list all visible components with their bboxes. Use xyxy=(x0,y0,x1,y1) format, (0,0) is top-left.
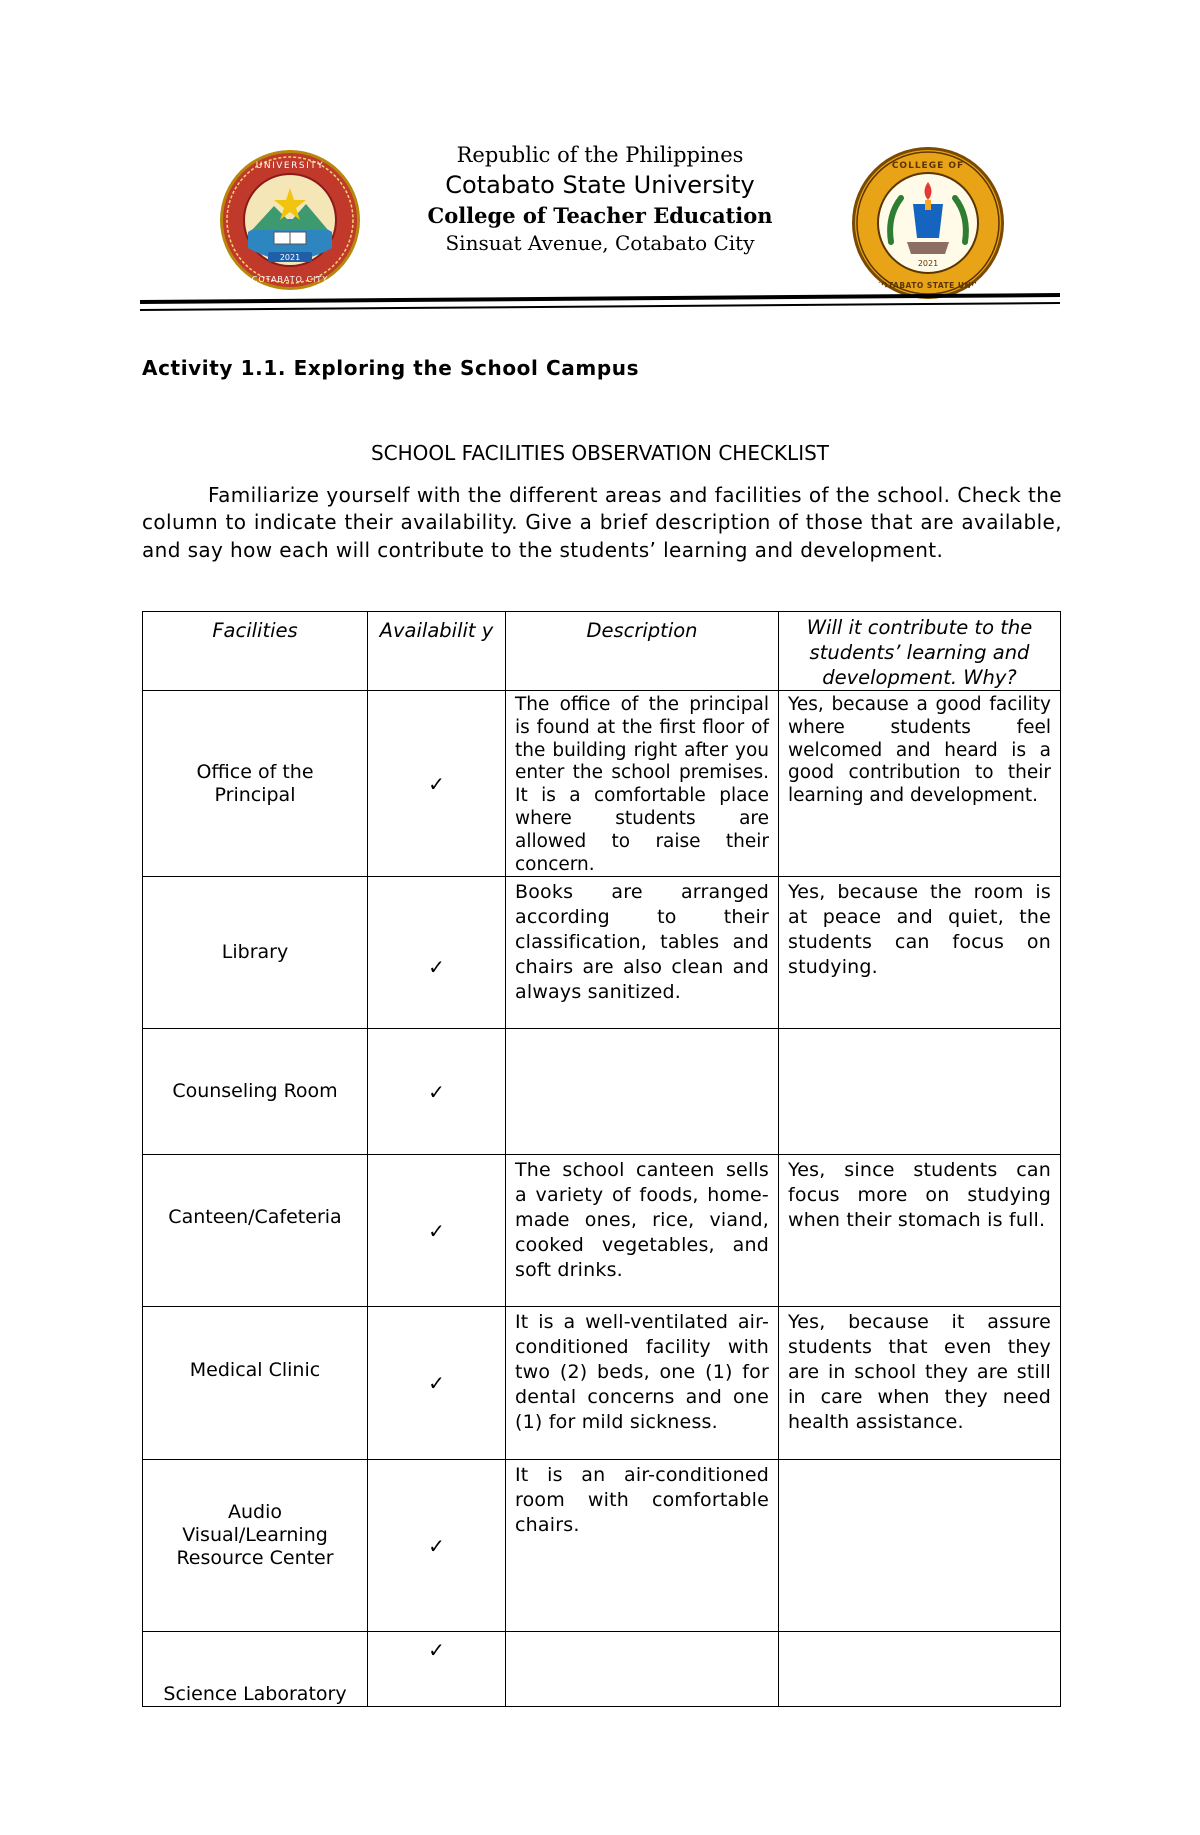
facility-description xyxy=(506,1029,779,1155)
availability-check xyxy=(368,1632,506,1707)
facility-name: Office of the Principal xyxy=(143,691,368,877)
svg-text:COLLEGE OF: COLLEGE OF xyxy=(891,161,965,171)
facilities-checklist-table xyxy=(142,611,1061,1707)
header-contribution: Will it contribute to the students’ learning and development. Why? xyxy=(779,612,1061,691)
facility-name: Medical Clinic xyxy=(143,1307,368,1460)
facility-description: The school canteen sells a variety of foods, home-made ones, rice, viand, cooked vegetables, and soft drinks. xyxy=(506,1155,779,1307)
table-row xyxy=(143,1460,1061,1632)
checkmark-icon: ✓ xyxy=(428,1079,445,1104)
facility-description: It is an air-conditioned room with comfortable chairs. xyxy=(506,1460,779,1632)
facility-description: Books are arranged according to their classification, tables and chairs are also clean and always sanitized. xyxy=(506,877,779,1029)
availability-check xyxy=(368,1155,506,1307)
facility-description xyxy=(506,1632,779,1707)
facility-contribution: Yes, since students can focus more on studying when their stomach is full. xyxy=(779,1155,1061,1307)
table-header-row xyxy=(143,612,1061,691)
header-college-name: College of Teacher Education xyxy=(427,203,773,228)
instructions-paragraph: Familiarize yourself with the different areas and facilities of the school. Check the column to indicate their availability. Give a brief description of those that are available, and say how each will contribute to the students’ learning and development. xyxy=(142,483,1062,562)
facility-description: It is a well-ventilated air-conditioned facility with two (2) beds, one (1) for dental concerns and one (1) for mild sickness. xyxy=(506,1307,779,1460)
svg-text:COTABATO CITY: COTABATO CITY xyxy=(251,275,329,284)
table-row xyxy=(143,1155,1061,1307)
facility-contribution xyxy=(779,1632,1061,1707)
checklist-title: SCHOOL FACILITIES OBSERVATION CHECKLIST xyxy=(370,441,830,465)
svg-text:COTABATO STATE UNIV: COTABATO STATE UNIV xyxy=(875,281,981,290)
activity-title: Activity 1.1. Exploring the School Campus xyxy=(142,356,640,380)
availability-check xyxy=(368,1460,506,1632)
facility-contribution xyxy=(779,1029,1061,1155)
facility-name: Audio Visual/Learning Resource Center xyxy=(143,1460,368,1632)
header-availability: Availabilit y xyxy=(368,612,506,691)
header-address: Sinsuat Avenue, Cotabato City xyxy=(445,231,755,255)
facility-name: Library xyxy=(143,877,368,1029)
header-divider xyxy=(140,290,1060,314)
header-university-name: Cotabato State University xyxy=(445,171,755,199)
checkmark-icon: ✓ xyxy=(428,1533,445,1558)
facility-contribution: Yes, because it assure students that even they are in school they are still in care when they need health assistance. xyxy=(779,1307,1061,1460)
facility-name: Canteen/Cafeteria xyxy=(143,1155,368,1307)
availability-check xyxy=(368,1307,506,1460)
facility-name: Counseling Room xyxy=(143,1029,368,1155)
facility-contribution xyxy=(779,1460,1061,1632)
facility-contribution: Yes, because the room is at peace and quiet, the students can focus on studying. xyxy=(779,877,1061,1029)
header-facilities: Facilities xyxy=(143,612,368,691)
checkmark-icon: ✓ xyxy=(428,1371,445,1396)
table-row xyxy=(143,691,1061,877)
table-row xyxy=(143,1029,1061,1155)
table-row xyxy=(143,1307,1061,1460)
availability-check xyxy=(368,1029,506,1155)
checkmark-icon: ✓ xyxy=(428,954,445,979)
table-row xyxy=(143,1632,1061,1707)
facility-name: Science Laboratory xyxy=(143,1632,368,1707)
svg-text:UNIVERSITY: UNIVERSITY xyxy=(255,161,325,171)
table-row xyxy=(143,877,1061,1029)
svg-text:2021: 2021 xyxy=(279,253,301,262)
facility-contribution: Yes, because a good facility where students feel welcomed and heard is a good contribution to their learning and development. xyxy=(779,691,1061,877)
checkmark-icon: ✓ xyxy=(428,1638,445,1663)
svg-text:2021: 2021 xyxy=(917,259,939,268)
availability-check xyxy=(368,877,506,1029)
header-republic: Republic of the Philippines xyxy=(456,143,744,167)
checkmark-icon: ✓ xyxy=(428,1218,445,1243)
checkmark-icon: ✓ xyxy=(428,771,445,796)
facility-description: The office of the principal is found at the first floor of the building right after you enter the school premises. It is a comfortable place where students are allowed to raise their concern. xyxy=(506,691,779,877)
header-description: Description xyxy=(506,612,779,691)
availability-check xyxy=(368,691,506,877)
